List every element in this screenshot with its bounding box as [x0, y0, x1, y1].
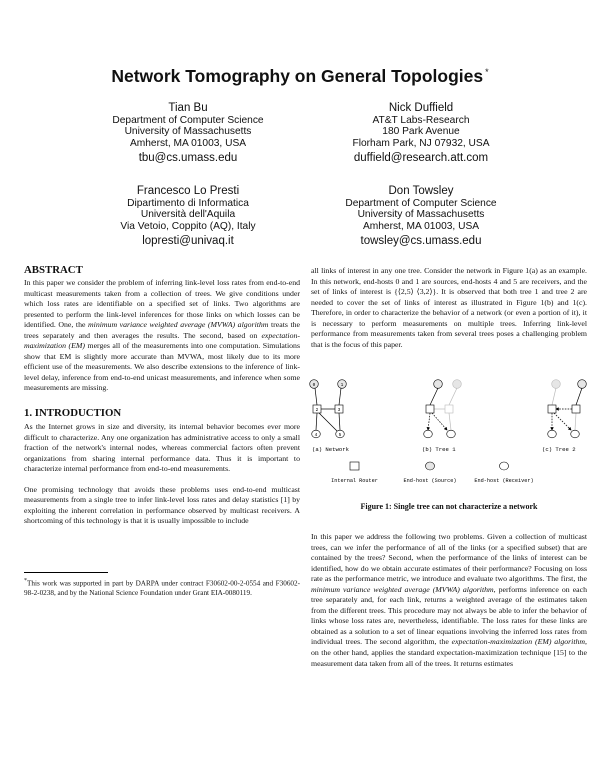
router-node	[548, 405, 556, 413]
legend-label: End-host (Receiver)	[474, 478, 534, 484]
author-affiliation: University of Massachusetts	[124, 126, 252, 138]
author-affiliation: AT&T Labs-Research	[372, 115, 470, 126]
author-affiliation: Università dell'Aquila	[140, 209, 236, 221]
receiver-node	[424, 430, 433, 438]
source-node	[552, 380, 561, 389]
receiver-node	[548, 430, 557, 438]
source-node	[434, 380, 443, 389]
network-figure	[306, 376, 592, 504]
tree-2-graph	[548, 380, 587, 438]
node-label: 3	[337, 408, 341, 413]
subfigure-label: (b) Tree 1	[422, 446, 456, 453]
legend-source-symbol	[426, 462, 435, 470]
figure-legend	[331, 462, 533, 484]
author-name: Tian Bu	[168, 102, 208, 114]
abstract-text: In this paper we consider the problem of inferring link-level loss rates from end-to-end multicast measurements taken from a collection of trees. We give conditions under which loss rates are identifiable on a specified set of links. Two algorithms are presented to perform the link-level inferences for those links on which losses can be identified. One, the minimum variance weighted average (MVWA) algorithm treats the trees separately and then averages the results. The second, based on expectation-maximization (EM) merges all of the measurements into one computation. Simulations show that EM is slightly more accurate than MVWA, most likely due to its more efficient use of the measurements. We also describe extensions to the inference of link-level delay, inference from end-to-end unicast measurements, and inference when some measurements are missing.	[24, 278, 301, 393]
author-email: duffield@research.att.com	[353, 152, 489, 165]
abstract-heading: ABSTRACT	[24, 264, 83, 276]
footnote-rule	[24, 572, 108, 573]
body-paragraph: In this paper we address the following two problems. Given a collection of multicast trees, can we infer the performance of all of the links (or a specified subset) that are contained by the trees? Second, when the performance of the links of interest can be identified, how do we obtain accurate estimates of their performance? Focusing on loss rate as the performance metric, we introduce and evaluate two algorithms. The first, the minimum variance weighted average (MVWA) algorithm, performs inference on each tree separately and, for each link, returns a weighted average of the estimates taken from the different trees. This procedure may not always be able to infer the behavior of links whose loss rates are, nevertheless, identifiable. The loss rates for these links are obtained as a solution to a set of linear equations involving the inferred loss rates from individual trees. The second algorithm, the expectation-maximization (EM) algorithm, on the other hand, applies the standard expectation-maximization technique [15] to the measurement data taken from all of the trees. It returns estimates	[311, 532, 587, 668]
node-label: 0	[312, 383, 316, 388]
author-block	[301, 101, 541, 166]
figure-caption: Figure 1: Single tree can not characterize a network	[360, 502, 538, 511]
author-email: lopresti@univaq.it	[142, 235, 234, 248]
author-block	[68, 101, 308, 166]
author-affiliation: Dipartimento di Informatica	[127, 198, 249, 209]
right-intro-text	[311, 266, 587, 350]
node-label: 4	[314, 433, 318, 438]
legend-router-symbol	[350, 462, 359, 470]
paper-title: Network Tomography on General Topologies *	[111, 66, 489, 86]
tree-1-graph	[424, 380, 462, 438]
legend-label: Internal Router	[331, 478, 378, 484]
source-node	[578, 380, 587, 389]
network-graph	[310, 380, 347, 438]
author-affiliation: Florham Park, NJ 07932, USA	[352, 137, 490, 149]
author-affiliation: Amherst, MA 01003, USA	[129, 137, 247, 149]
router-node	[426, 405, 434, 413]
author-name: Don Towsley	[388, 185, 454, 197]
intro-paragraph: all links of interest in any one tree. Consider the network in Figure 1(a) as an example. In this network, end-hosts 0 and 1 are sources, end-hosts 4 and 5 are receivers, and the set of links of interest is {⟨2,5⟩ ⟨3,2⟩}. It is observed that both tree 1 and tree 2 are needed to cover the set of links of interest as illustrated in Figure 1(b) and 1(c). Therefore, in order to characterize the behavior of a network (or even a portion of it), it is necessary to perform measurements on multiple trees. Inferring link-level performance from measurements taken from several trees poses a challenging problem that is the focus of this paper.	[311, 266, 587, 349]
router-node	[445, 405, 453, 413]
node-label: 5	[338, 433, 342, 438]
footnote	[24, 572, 300, 598]
footnote-text: *This work was supported in part by DARPA under contract F30602-00-2-0554 and F30602-98-2-0238, and by the National Science Foundation under Grant EIA-0080119.	[24, 578, 300, 597]
receiver-node	[571, 430, 580, 438]
author-affiliation: Amherst, MA 01003, USA	[362, 220, 480, 232]
receiver-node	[447, 430, 456, 438]
author-affiliation: University of Massachusetts	[357, 209, 485, 221]
author-affiliation: Department of Computer Science	[112, 115, 264, 126]
author-email: tbu@cs.umass.edu	[138, 152, 238, 165]
legend-label: End-host (Source)	[403, 478, 457, 484]
left-column	[24, 264, 300, 527]
intro-paragraph: As the Internet grows in size and diversity, its internal behavior becomes ever more difficult to characterize. Any one organization has administrative access to only a small fraction of the network's internal nodes, whereas commercial factors often prevent organizations from sharing internal performance data. Thus it is important to characterize internal performance from end-to-end measurements.	[24, 422, 300, 474]
subfigure-label: (a) Network	[312, 446, 349, 453]
figure-1	[306, 376, 592, 504]
author-name: Nick Duffield	[388, 102, 454, 114]
author-name: Francesco Lo Presti	[136, 185, 240, 197]
author-block	[68, 184, 308, 249]
intro-text	[24, 422, 300, 527]
intro-heading: 1. INTRODUCTION	[24, 407, 122, 420]
router-node	[572, 405, 580, 413]
source-node	[453, 380, 462, 389]
author-affiliation: Department of Computer Science	[345, 198, 497, 209]
title-footnote-mark: *	[485, 67, 489, 78]
subfigure-label: (c) Tree 2	[542, 446, 576, 453]
author-affiliation: 180 Park Avenue	[382, 126, 460, 138]
node-label: 2	[315, 408, 319, 413]
right-body-text	[311, 532, 587, 669]
author-affiliation: Via Vetoio, Coppito (AQ), Italy	[120, 220, 256, 232]
intro-paragraph: One promising technology that avoids these problems uses end-to-end multicast measurements from a single tree to infer link-level loss rates and delay statistics [1] by exploiting the inherent correlation in performance observed by multicast receivers. A shortcoming of this technology is that it is usually impossible to include	[24, 484, 300, 526]
node-label: 1	[340, 383, 344, 388]
author-block	[301, 184, 541, 249]
legend-receiver-symbol	[500, 462, 509, 470]
author-email: towsley@cs.umass.edu	[360, 235, 482, 248]
